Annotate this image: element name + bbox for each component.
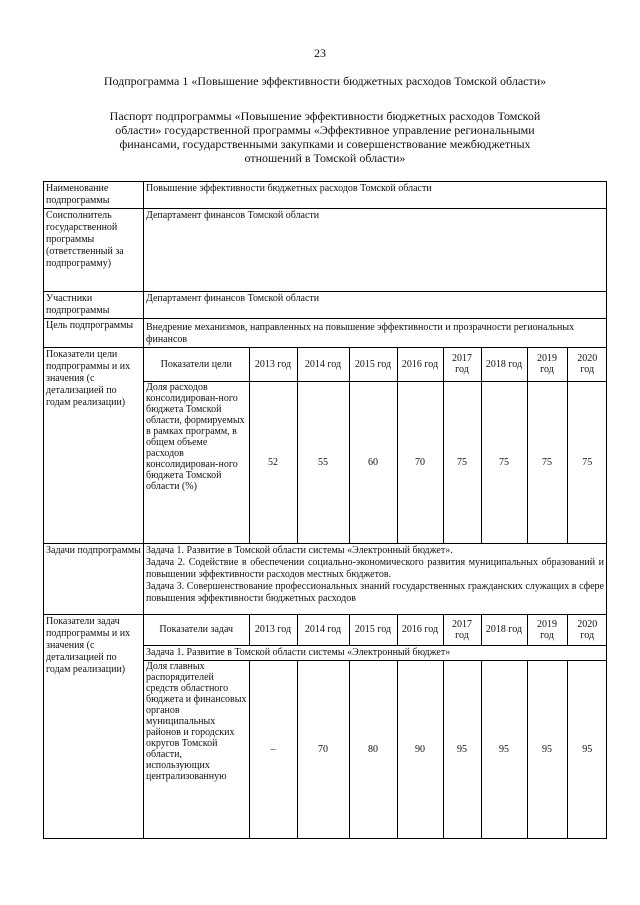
row-label: Показатели цели подпрограммы и их значения (с детализацией по годам реализации) [44,348,144,544]
page-number: 23 [314,46,326,60]
year-cell: 2017 год [443,615,481,645]
year-cell: 2020 год [567,615,607,645]
task-item: Задача 1. Развитие в Томской области системы «Электронный бюджет». [146,545,453,556]
value-cell: 90 [397,660,443,838]
task-item: Задача 2. Содействие в обеспечении социально-экономического развития муниципальных образований и повышении эффективности расходов местных бюджетов. [146,557,604,580]
passport-title-line: области» государственной программы «Эффективное управление региональными [115,123,535,137]
value-cell: 95 [567,660,607,838]
year-cell: 2014 год [297,615,349,645]
row-label: Наименование подпрограммы [44,182,144,209]
value-cell: 80 [349,660,397,838]
value-cell: 52 [249,381,297,543]
goal-indicators-table [144,348,607,543]
value-cell: 60 [349,381,397,543]
row-coexecutor [44,209,607,292]
subprogram-title: Подпрограмма 1 «Повышение эффективности бюджетных расходов Томской области» [103,74,547,88]
year-cell: 2018 год [481,348,527,381]
year-cell: 2019 год [527,615,567,645]
row-value: Департамент финансов Томской области [144,209,607,292]
indicator-name: Доля расходов консолидирован-ного бюджета Томской области, формируемых в рамках программ, в общем объеме расходов консолидирован-ного бюджета Томской области (%) [144,381,249,543]
goal-indicators-cell [144,348,607,544]
value-cell: 95 [443,660,481,838]
passport-title-line: финансами, государственными закупками и совершенствование межбюджетных [119,137,531,151]
year-cell: 2018 год [481,615,527,645]
indicator-header: Показатели задач [144,615,249,645]
year-cell: 2016 год [397,348,443,381]
row-participants [44,292,607,319]
value-cell: 75 [481,381,527,543]
row-label: Участники подпрограммы [44,292,144,319]
value-cell: 70 [297,660,349,838]
value-cell: 75 [527,381,567,543]
tasks-list [144,544,607,615]
value-cell: 75 [567,381,607,543]
value-cell: 70 [397,381,443,543]
row-name [44,182,607,209]
year-cell: 2013 год [249,348,297,381]
value-cell: 55 [297,381,349,543]
year-cell: 2019 год [527,348,567,381]
row-value: Внедрение механизмов, направленных на повышение эффективности и прозрачности региональных финансов [144,319,607,348]
row-value: Повышение эффективности бюджетных расходов Томской области [144,182,607,209]
row-label: Цель подпрограммы [44,319,144,348]
row-label: Задачи подпрограммы [44,544,144,615]
value-cell: 95 [527,660,567,838]
year-cell: 2016 год [397,615,443,645]
indicator-name: Доля главных распорядителей средств областного бюджета и финансовых органов муниципальных районов и городских округов Томской области, использующих централизованную [144,660,249,838]
passport-title [90,109,560,165]
value-cell: – [249,660,297,838]
passport-title-line: отношений в Томской области» [244,151,406,165]
passport-title-line: Паспорт подпрограммы «Повышение эффективности бюджетных расходов Томской [109,109,541,123]
row-label: Соисполнитель государственной программы (ответственный за подпрограмму) [44,209,144,292]
year-cell: 2020 год [567,348,607,381]
value-cell: 75 [443,381,481,543]
row-goal-indicators [44,348,607,544]
indicator-header: Показатели цели [144,348,249,381]
task-indicators-cell [144,615,607,839]
row-tasks [44,544,607,615]
task-subheader: Задача 1. Развитие в Томской области системы «Электронный бюджет» [144,645,607,660]
row-value: Департамент финансов Томской области [144,292,607,319]
year-cell: 2015 год [349,615,397,645]
value-cell: 95 [481,660,527,838]
passport-table [43,181,607,839]
task-item: Задача 3. Совершенствование профессиональных знаний государственных гражданских служащих в сфере повышения эффективности бюджетных расходов [146,581,604,604]
year-cell: 2014 год [297,348,349,381]
year-cell: 2013 год [249,615,297,645]
row-label: Показатели задач подпрограммы и их значения (с детализацией по годам реализации) [44,615,144,839]
year-cell: 2017 год [443,348,481,381]
task-indicators-table [144,615,607,838]
row-task-indicators [44,615,607,839]
row-goal [44,319,607,348]
year-cell: 2015 год [349,348,397,381]
